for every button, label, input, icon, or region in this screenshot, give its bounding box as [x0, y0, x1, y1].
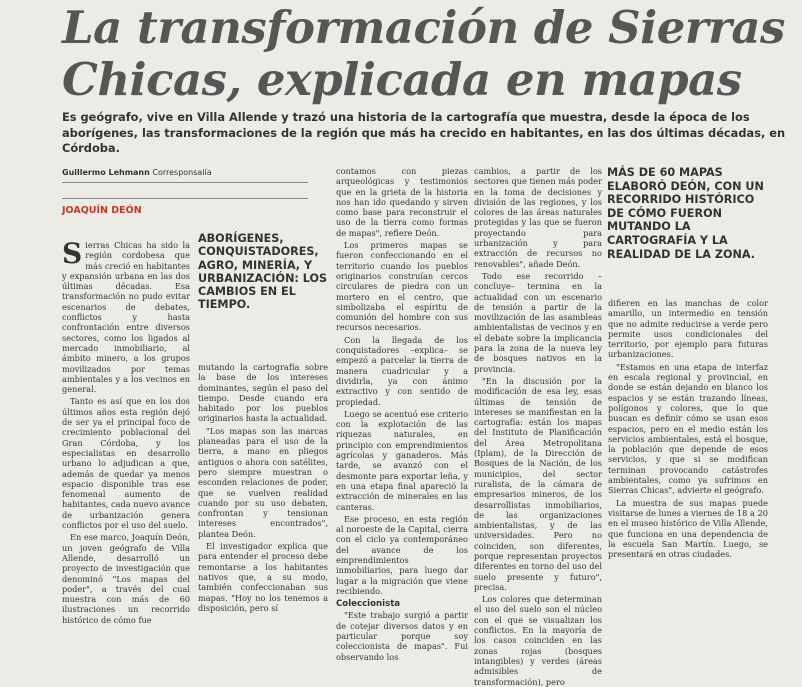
- byline-role: Corresponsalía: [152, 168, 212, 177]
- headline-line-2: Chicas, explicada en mapas: [62, 53, 742, 106]
- col5-paragraph-1: difieren en las manchas de color amarillo, un intermedio en tensión que no admite reducirse a verde pero permite usos condicionales del territorio, por ejemplo para futuras urbanizaciones.: [608, 298, 768, 360]
- col2-paragraph-2: "Los mapas son las marcas planeadas para el uso de la tierra, a mano en pliegos antiguos o ahora con satélites, pero siempre muestran o esconden relaciones de poder, que se vuelven realidad cuando por su uso debaten, confrontan y tensionan intereses encontrados", plantea Deón.: [198, 425, 328, 539]
- col2-paragraph-1: mutando la cartografía sobre la base de los intereses dominantes, según el paso del tiempo. Desde cuando era habitado por los pueblos originarios hasta la actualidad.: [198, 362, 328, 424]
- byline: [62, 168, 308, 177]
- col3-paragraph-2: Los primeros mapas se fueron confeccionando en el territorio cuando los pueblos originarios construían cercos circulares de piedra con un mortero en el centro, que simbolizaba el espíritu de comunión del hombre con sus recursos necesarios.: [336, 240, 468, 333]
- column-2: [198, 362, 328, 613]
- col3-paragraph-5: Ese proceso, en esta región al noroeste de la Capital, cierra con el ciclo ya contemporáneo del avance de los emprendimientos inmobiliarios, para luego dar lugar a la migración que viene recibiendo.: [336, 513, 468, 596]
- lede: Es geógrafo, vive en Villa Allende y trazó una historia de la cartografía que muestra, desde la época de los aborígenes, las transformaciones de la región que más ha crecido en habitantes, en las dos últimas décadas, en Córdoba.: [62, 110, 786, 155]
- column-1: [62, 237, 190, 625]
- col3-paragraph-3: Con la llegada de los conquistadores –explica– se empezó a parcelar la tierra de manera cuadricular y a dividirla, ya con ánimo extractivo y con sentido de propiedad.: [336, 334, 468, 407]
- pull-quote-1: ABORÍGENES, CONQUISTADORES, AGRO, MINERÍA, Y URBANIZACIÓN: LOS CAMBIOS EN EL TIEMPO.: [198, 232, 328, 312]
- author-name: JOAQUÍN DEÓN: [62, 205, 142, 216]
- col3-paragraph-4: Luego se acentuó ese criterio con la explotación de las riquezas naturales, en principio con emprendimientos agrícolas y ganaderos. Más tarde, se avanzó con el desmonte para exportar leña, y en una etapa final apareció la extracción de minerales en las canteras.: [336, 408, 468, 512]
- pull-quote-2: MÁS DE 60 MAPAS ELABORÓ DEÓN, CON UN RECORRIDO HISTÓRICO DE CÓMO FUERON MUTANDO LA CARTOGRAFÍA Y LA REALIDAD DE LA ZONA.: [607, 166, 764, 261]
- column-4: [474, 166, 602, 687]
- col4-paragraph-3: "En la discusión por la modificación de esa ley, esas últimas de tensión de intereses se manifiestan en la cartografía: están los mapas del Instituto de Planificación del Área Metropolitana (Iplam), de la Dirección de Bosques de la Nación, de los municipios, del sector ruralista, de la cámara de empresarios mineros, de los desarrollistas inmobiliarios, de las organizaciones ambientalistas, y de las universidades. Pero no coinciden, son diferentes, porque representan proyectos diferentes en torno del uso del suelo presente y futuro", precisa.: [474, 375, 602, 592]
- col4-paragraph-4: Los colores que determinan el uso del suelo son el núcleo con el que se visualizan los conflictos. En la mayoría de los casos coinciden en las zonas rojas (bosques intangibles) y verdes (áreas admisibles de transformación), pero: [474, 594, 602, 687]
- col4-paragraph-1: cambios, a partir de los sectores que tienen más poder en la toma de decisiones y división de las regiones, y los colores de las áreas naturales protegidas y las que se fueron proyectando para urbanización y para extracción de recursos no renovables", añade Deón.: [474, 166, 602, 269]
- byline-name: Guillermo Lehmann: [62, 168, 150, 177]
- headline-line-1: La transformación de Sierras: [62, 1, 785, 54]
- col3-subhead: Coleccionista: [336, 599, 401, 610]
- column-5: [608, 298, 768, 581]
- author-rule: [62, 198, 308, 199]
- col1-text-1: ierras Chicas ha sido la región cordobesa que más creció en habitantes y expansión urbana en las dos últimas décadas. Esa transformación no pudo evitar escenarios de debates, conflictos y hasta confrontación entre diversos sectores, como los ligados al mercado inmobiliario, al ámbito minero, a los grupos movilizados por temas ambientales y a los vecinos en general.: [62, 240, 190, 395]
- col1-paragraph-3: En ese marco, Joaquín Deón, un joven geógrafo de Villa Allende, desarrolló un proyecto de investigación que denominó "Los mapas del poder", a través del cual muestra con más de 60 ilustraciones un recorrido histórico de cómo fue: [62, 532, 190, 625]
- col1-paragraph-1: [62, 237, 190, 395]
- byline-rule: [62, 182, 308, 183]
- col3-paragraph-6: "Este trabajo surgió a partir de cotejar diversos datos y en particular porque soy coleccionista de mapas". Fui observando los: [336, 610, 468, 662]
- col2-paragraph-3: El investigador explica que para entender el proceso debe remontarse a los habitantes nativos que, a su modo, también confeccionaban sus mapas. "Hoy no los tenemos a disposición, pero sí: [198, 541, 328, 613]
- col3-paragraph-1: contamos con piezas arqueológicas y testimonios que en la grieta de la historia nos han ido quedando y sirven como base para reconstruir el uso de la tierra como formas de mapas", refiere Deón.: [336, 166, 468, 238]
- column-3: [336, 166, 468, 662]
- col4-paragraph-2: Todo ese recorrido –concluye– termina en la actualidad con un escenario de tensión a partir de la movilización de las asambleas ambientalistas de vecinos y en el debate sobre la implicancia para la zona de la nueva ley de bosques nativos en la provincia.: [474, 270, 602, 374]
- col5-paragraph-3: La muestra de sus mapas puede visitarse de lunes a viernes de 18 a 20 en el museo histórico de Villa Allende, que funciona en una dependencia de la escuela San Martín. Luego, se presentará en otras ciudades.: [608, 497, 768, 560]
- col5-paragraph-2: "Estamos en una etapa de interfaz en escala regional y provincial, en donde se están dejando en blanco los espacios y se están trazando líneas, polígonos y colores, que lo que buscan es definir cómo se usan esos espacios, pero en el medio están los servicios ambientales, está el bosque, la población que depende de esos servicios, y que si se modifican terminan provocando catástrofes ambientales, como ya sufrimos en Sierras Chicas", advierte el geógrafo.: [608, 361, 768, 496]
- headline: [62, 2, 802, 106]
- dropcap: S: [62, 237, 83, 270]
- col1-paragraph-2: Tanto es así que en los dos últimos años esta región dejó de ser ya el principal foco de crecimiento poblacional del Gran Córdoba, y los especialistas en desarrollo urbano lo adjudican a que, además de quedar ya menos espacio disponible tras ese fenomenal aumento de habitantes, cada nuevo avance de urbanización genera conflictos por el uso del suelo.: [62, 396, 190, 531]
